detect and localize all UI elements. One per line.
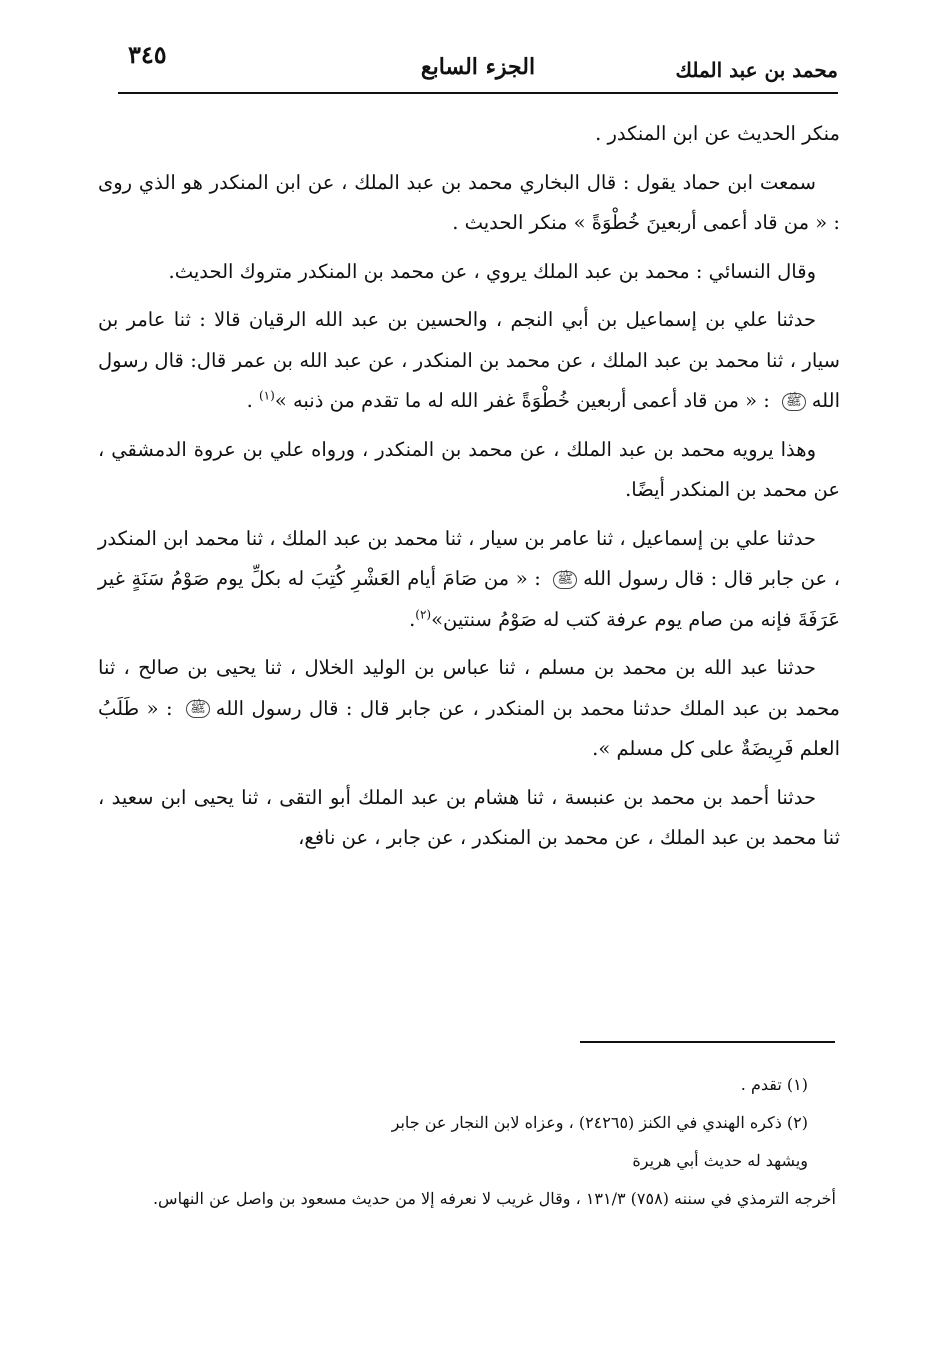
paragraph-text: : « من صَامَ أيام العَشْرِ كُتِبَ له بكلِّ يوم صَوْمُ سَنَةٍ غير عَرَفَةَ فإنه من صام يوم عرفة كتب له صَوْمُ سنتين» [98,567,840,631]
paragraph-text: حدثنا علي بن إسماعيل بن أبي النجم ، والحسين بن عبد الله الرقيان قالا : ثنا عامر بن سيار ، ثنا محمد بن عبد الملك ، عن محمد بن المنكدر ، عن عبد الله بن عمر قال: قال رسول الله [98,308,840,412]
footnote-2-source [98,1180,836,1218]
footnote-2-continued [98,1142,836,1180]
paragraph-1 [98,114,840,155]
paragraph-7 [98,648,840,770]
footnote-text: أخرجه الترمذي في سننه (٧٥٨) ١٣١/٣ ، وقال غريب لا نعرفه إلا من حديث مسعود بن واصل عن النهاس. [152,1189,836,1208]
paragraph-3 [98,252,840,293]
footnote-rule [580,1041,835,1043]
salla-honorific-icon: ﷺ [782,393,806,411]
footnote-ref: (٢) [415,607,432,621]
footnote-text: (٢) ذكره الهندي في الكنز (٢٤٢٦٥) ، وعزاه لابن النجار عن جابر [391,1113,808,1132]
paragraph-8 [98,778,840,859]
paragraph-2 [98,163,840,244]
paragraph-text: وهذا يرويه محمد بن عبد الملك ، عن محمد بن المنكدر ، ورواه علي بن عروة الدمشقي ، عن محمد بن المنكدر أيضًا. [98,437,840,501]
footnotes [98,1066,836,1218]
paragraph-text: منكر الحديث عن ابن المنكدر . [595,122,840,145]
paragraph-text: : « طَلَبُ العلم فَرِيضَةٌ على كل مسلم ». [98,696,840,760]
main-text [98,114,840,859]
paragraph-text: . [409,607,416,631]
running-title: محمد بن عبد الملك [675,58,838,82]
paragraph-text: حدثنا عبد الله بن محمد بن مسلم ، ثنا عباس بن الوليد الخلال ، ثنا يحيى بن صالح ، ثنا محمد بن عبد الملك حدثنا محمد بن المنكدر ، عن جابر قال : قال رسول الله [98,656,840,720]
page-header [118,38,838,90]
paragraph-text: وقال النسائي : محمد بن عبد الملك يروي ، عن محمد بن المنكدر متروك الحديث. [168,259,816,283]
footnote-1 [98,1066,836,1104]
paragraph-6 [98,519,840,641]
paragraph-text: حدثنا علي بن إسماعيل ، ثنا عامر بن سيار ، ثنا محمد بن عبد الملك ، ثنا محمد ابن المنكدر ، عن جابر قال : قال رسول الله [98,526,840,590]
paragraph-text: حدثنا أحمد بن محمد بن عنبسة ، ثنا هشام بن عبد الملك أبو التقى ، ثنا يحيى ابن سعيد ، ثنا محمد بن عبد الملك ، عن محمد بن المنكدر ، عن جابر ، عن نافع، [98,785,840,849]
footnote-ref: (١) [258,388,275,403]
footnote-text: ويشهد له حديث أبي هريرة [632,1151,808,1170]
paragraph-text: . [246,389,259,412]
salla-honorific-icon: ﷺ [553,571,577,589]
header-rule [118,92,838,94]
paragraph-5 [98,430,840,511]
paragraph-text: سمعت ابن حماد يقول : قال البخاري محمد بن عبد الملك ، عن ابن المنكدر هو الذي روى : « من قاد أعمى أربعينَ خُطْوَةً » منكر الحديث . [98,170,840,234]
page-number: ٣٤٥ [128,40,167,69]
footnote-text: (١) تقدم . [740,1075,808,1094]
footnote-2 [98,1104,836,1142]
paragraph-text: : « من قاد أعمى أربعين خُطْوَةً غفر الله له ما تقدم من ذنبه » [274,389,776,412]
volume-title: الجزء السابع [420,54,536,80]
salla-honorific-icon: ﷺ [186,700,210,718]
paragraph-4 [98,300,840,422]
